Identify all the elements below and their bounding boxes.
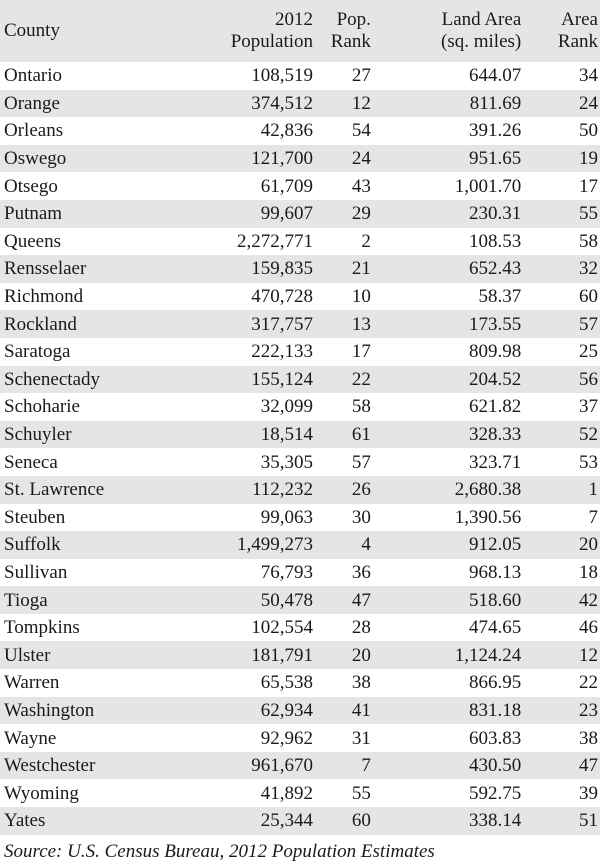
cell-area-rank: 50 [579, 120, 598, 142]
header-population-line-1: 2012 [275, 9, 314, 30]
cell-county: Yates [4, 810, 46, 832]
table-row [0, 366, 600, 394]
cell-population: 112,232 [251, 479, 314, 501]
cell-population: 50,478 [260, 589, 314, 611]
cell-county: Rensselaer [4, 258, 87, 280]
header-area-rank-line-1: Area [561, 9, 598, 30]
header-land-area [371, 0, 521, 62]
cell-population: 35,305 [260, 451, 314, 473]
cell-pop-rank: 38 [351, 672, 371, 694]
table-row [0, 476, 600, 504]
cell-area-rank: 32 [579, 258, 598, 280]
table-row [0, 62, 600, 90]
cell-land-area: 603.83 [469, 727, 522, 749]
cell-county: St. Lawrence [4, 479, 105, 501]
cell-pop-rank: 26 [351, 479, 371, 501]
cell-county: Schoharie [4, 396, 80, 418]
cell-population: 222,133 [251, 341, 314, 363]
cell-county: Ulster [4, 644, 51, 666]
source-note: Source: U.S. Census Bureau, 2012 Population Estimates [4, 841, 435, 862]
cell-population: 159,835 [251, 258, 314, 280]
cell-land-area: 1,124.24 [454, 644, 522, 666]
cell-land-area: 518.60 [469, 589, 522, 611]
cell-land-area: 173.55 [469, 313, 522, 335]
table-row [0, 752, 600, 780]
cell-pop-rank: 57 [351, 451, 371, 473]
cell-population: 99,607 [260, 203, 314, 225]
header-population [171, 0, 313, 62]
cell-land-area: 621.82 [469, 396, 522, 418]
cell-land-area: 951.65 [469, 148, 522, 170]
cell-population: 99,063 [260, 506, 314, 528]
header-area-rank-line-2: Rank [557, 31, 598, 52]
cell-land-area: 866.95 [469, 672, 522, 694]
cell-population: 18,514 [260, 424, 314, 446]
cell-county: Tompkins [4, 617, 80, 639]
cell-population: 1,499,273 [237, 534, 314, 556]
header-pop-rank-line-1: Pop. [336, 9, 371, 30]
cell-land-area: 652.43 [469, 258, 522, 280]
cell-population: 155,124 [251, 368, 314, 390]
table-row [0, 559, 600, 587]
cell-population: 32,099 [260, 396, 314, 418]
cell-area-rank: 53 [579, 451, 598, 473]
cell-population: 121,700 [251, 148, 314, 170]
cell-population: 25,344 [260, 810, 314, 832]
cell-land-area: 430.50 [469, 755, 522, 777]
table-row [0, 448, 600, 476]
cell-area-rank: 42 [579, 589, 598, 611]
cell-land-area: 474.65 [469, 617, 522, 639]
cell-area-rank: 46 [579, 617, 598, 639]
cell-county: Putnam [4, 203, 63, 225]
cell-area-rank: 58 [579, 230, 598, 252]
cell-population: 181,791 [251, 644, 314, 666]
cell-pop-rank: 7 [361, 755, 371, 777]
table-row [0, 697, 600, 725]
cell-area-rank: 1 [588, 479, 598, 501]
cell-population: 92,962 [260, 727, 314, 749]
cell-land-area: 1,390.56 [454, 506, 522, 528]
cell-pop-rank: 21 [351, 258, 371, 280]
cell-area-rank: 12 [579, 644, 598, 666]
cell-pop-rank: 54 [351, 120, 371, 142]
cell-county: Queens [4, 230, 61, 252]
table-row [0, 724, 600, 752]
cell-county: Schuyler [4, 424, 72, 446]
cell-land-area: 592.75 [469, 782, 522, 804]
table-row [0, 504, 600, 532]
table-row [0, 283, 600, 311]
cell-pop-rank: 13 [351, 313, 371, 335]
cell-population: 317,757 [251, 313, 314, 335]
cell-county: Seneca [4, 451, 58, 473]
table-row [0, 310, 600, 338]
cell-land-area: 968.13 [469, 561, 522, 583]
cell-land-area: 811.69 [469, 92, 522, 114]
cell-county: Ontario [4, 65, 63, 87]
cell-population: 374,512 [251, 92, 314, 114]
cell-land-area: 912.05 [469, 534, 522, 556]
table-row [0, 641, 600, 669]
cell-area-rank: 20 [579, 534, 598, 556]
cell-county: Westchester [4, 755, 96, 777]
cell-land-area: 831.18 [469, 699, 522, 721]
cell-land-area: 204.52 [469, 368, 522, 390]
cell-pop-rank: 61 [351, 424, 371, 446]
table-row [0, 586, 600, 614]
cell-pop-rank: 28 [351, 617, 371, 639]
table-row [0, 614, 600, 642]
cell-population: 41,892 [260, 782, 314, 804]
cell-population: 62,934 [260, 699, 314, 721]
cell-area-rank: 57 [579, 313, 598, 335]
cell-population: 102,554 [251, 617, 314, 639]
cell-area-rank: 19 [579, 148, 598, 170]
cell-population: 76,793 [260, 561, 314, 583]
cell-area-rank: 25 [579, 341, 598, 363]
table-row [0, 421, 600, 449]
cell-pop-rank: 29 [351, 203, 371, 225]
cell-land-area: 323.71 [469, 451, 522, 473]
cell-land-area: 328.33 [469, 424, 522, 446]
cell-land-area: 58.37 [478, 286, 522, 308]
cell-area-rank: 24 [579, 92, 598, 114]
cell-county: Suffolk [4, 534, 61, 556]
cell-county: Oswego [4, 148, 67, 170]
cell-county: Sullivan [4, 561, 68, 583]
cell-area-rank: 51 [579, 810, 598, 832]
cell-land-area: 644.07 [469, 65, 522, 87]
header-population-line-2: Population [230, 31, 314, 52]
header-row [0, 0, 600, 62]
cell-county: Warren [4, 672, 60, 694]
cell-area-rank: 7 [588, 506, 598, 528]
cell-pop-rank: 47 [351, 589, 371, 611]
cell-area-rank: 38 [579, 727, 598, 749]
cell-county: Richmond [4, 286, 84, 308]
table-row [0, 531, 600, 559]
cell-county: Saratoga [4, 341, 71, 363]
cell-county: Wayne [4, 727, 57, 749]
cell-land-area: 809.98 [469, 341, 522, 363]
cell-area-rank: 17 [579, 175, 598, 197]
cell-pop-rank: 4 [361, 534, 371, 556]
table-row [0, 669, 600, 697]
cell-area-rank: 47 [579, 755, 598, 777]
cell-county: Rockland [4, 313, 77, 335]
table-row [0, 807, 600, 835]
cell-population: 2,272,771 [237, 230, 314, 252]
table-row [0, 338, 600, 366]
cell-population: 470,728 [251, 286, 314, 308]
cell-land-area: 108.53 [469, 230, 522, 252]
cell-pop-rank: 60 [351, 810, 371, 832]
cell-county: Wyoming [4, 782, 79, 804]
cell-land-area: 2,680.38 [454, 479, 522, 501]
cell-pop-rank: 36 [351, 561, 371, 583]
cell-county: Steuben [4, 506, 66, 528]
cell-area-rank: 52 [579, 424, 598, 446]
cell-pop-rank: 41 [351, 699, 371, 721]
header-pop-rank-line-2: Rank [330, 31, 371, 52]
header-pop-rank [313, 0, 371, 62]
cell-county: Schenectady [4, 368, 101, 390]
cell-population: 961,670 [251, 755, 314, 777]
table-row [0, 779, 600, 807]
cell-area-rank: 23 [579, 699, 598, 721]
cell-pop-rank: 31 [351, 727, 371, 749]
table-body [0, 62, 600, 835]
cell-land-area: 338.14 [469, 810, 522, 832]
cell-pop-rank: 2 [361, 230, 371, 252]
header-land-area-line-2: (sq. miles) [441, 31, 522, 52]
cell-pop-rank: 27 [351, 65, 371, 87]
cell-area-rank: 56 [579, 368, 598, 390]
table-row [0, 393, 600, 421]
cell-population: 65,538 [260, 672, 314, 694]
table-header [0, 0, 600, 62]
table-row [0, 228, 600, 256]
cell-pop-rank: 12 [351, 92, 371, 114]
cell-area-rank: 18 [579, 561, 598, 583]
cell-area-rank: 55 [579, 203, 598, 225]
table-row [0, 255, 600, 283]
header-area-rank [521, 0, 600, 62]
cell-county: Tioga [4, 589, 48, 611]
table-row [0, 145, 600, 173]
cell-county: Orange [4, 92, 60, 114]
cell-area-rank: 34 [579, 65, 598, 87]
cell-area-rank: 37 [579, 396, 598, 418]
cell-land-area: 391.26 [469, 120, 522, 142]
cell-pop-rank: 24 [351, 148, 371, 170]
cell-population: 61,709 [260, 175, 314, 197]
cell-pop-rank: 30 [351, 506, 371, 528]
cell-pop-rank: 17 [351, 341, 371, 363]
cell-population: 42,836 [260, 120, 314, 142]
header-county: County [4, 20, 60, 41]
table-row [0, 117, 600, 145]
cell-area-rank: 39 [579, 782, 598, 804]
cell-pop-rank: 10 [351, 286, 371, 308]
table-row [0, 172, 600, 200]
cell-county: Orleans [4, 120, 64, 142]
cell-pop-rank: 22 [351, 368, 371, 390]
cell-county: Washington [4, 699, 95, 721]
table-row [0, 90, 600, 118]
cell-area-rank: 22 [579, 672, 598, 694]
cell-land-area: 230.31 [469, 203, 522, 225]
cell-pop-rank: 20 [351, 644, 371, 666]
cell-pop-rank: 55 [351, 782, 371, 804]
cell-population: 108,519 [251, 65, 314, 87]
cell-area-rank: 60 [579, 286, 598, 308]
cell-county: Otsego [4, 175, 58, 197]
cell-pop-rank: 43 [351, 175, 371, 197]
header-land-area-line-1: Land Area [441, 9, 522, 30]
cell-pop-rank: 58 [351, 396, 371, 418]
table-row [0, 200, 600, 228]
cell-land-area: 1,001.70 [454, 175, 522, 197]
